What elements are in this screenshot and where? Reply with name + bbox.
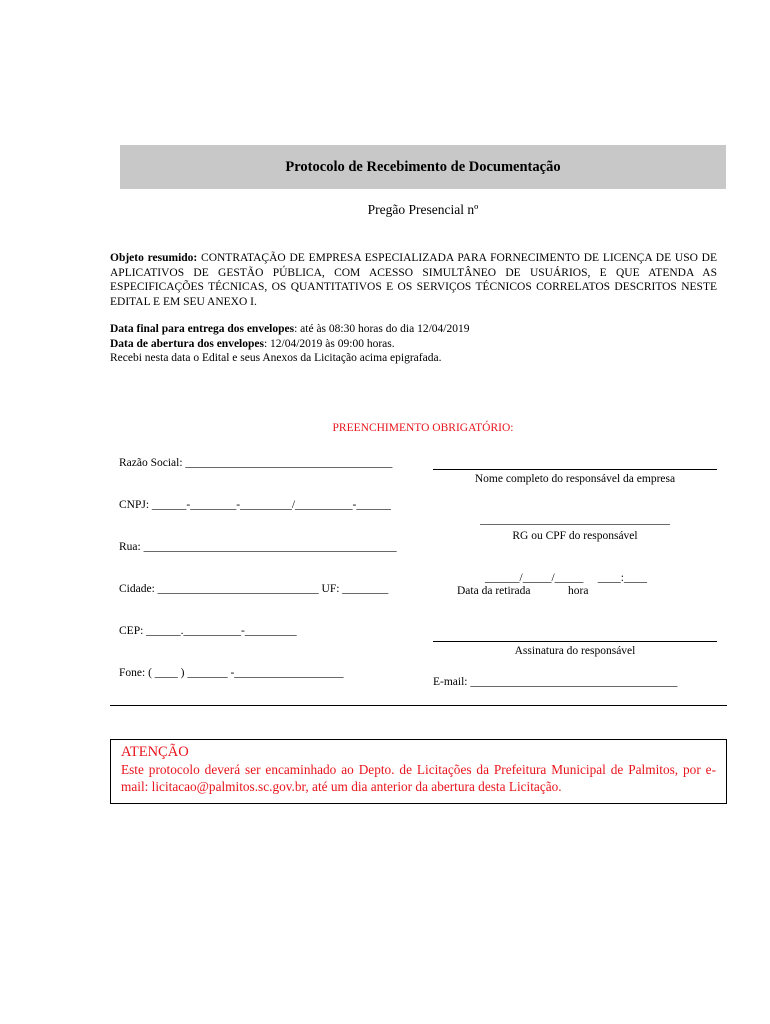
- razao-social-field[interactable]: Razão Social: ____________________________________: [119, 457, 393, 469]
- opening-value: : 12/04/2019 às 09:00 horas.: [263, 337, 395, 350]
- attention-text: Este protocolo deverá ser encaminhado ao Depto. de Licitações da Prefeitura Municipal de Palmitos, por e-mail: licitacao@palmitos.sc.gov.br, até um dia anterior da abertura desta Licitação.: [121, 762, 716, 794]
- object-text: CONTRATAÇÃO DE EMPRESA ESPECIALIZADA PARA FORNECIMENTO DE LICENÇA DE USO DE APLICATIVOS DE GESTÃO PÚBLICA, COM ACESSO SIMULTÂNEO DE USUÁRIOS, E QUE ATENDA AS ESPECIFICAÇÕES TÉCNICAS, OS QUANTITATIVOS E OS SERVIÇOS TÉCNICOS CORRELATOS DESCRITOS NESTE EDITAL E EM SEU ANEXO I.: [110, 252, 717, 308]
- document-title: Protocolo de Recebimento de Documentação: [285, 158, 561, 175]
- section-divider: [110, 705, 727, 706]
- object-label: Objeto resumido:: [110, 252, 198, 264]
- delivery-label: Data final para entrega dos envelopes: [110, 323, 295, 335]
- object-summary: [110, 251, 717, 309]
- attention-heading: ATENÇÃO: [121, 744, 189, 760]
- dates-block: [110, 322, 717, 366]
- email-field[interactable]: E-mail: ____________________________________: [433, 676, 678, 688]
- rg-cpf-label: RG ou CPF do responsável: [512, 530, 638, 542]
- signature-line[interactable]: [433, 641, 717, 642]
- name-signature-line[interactable]: [433, 469, 717, 470]
- title-banner: [120, 145, 726, 189]
- receipt-line: Recebi nesta data o Edital e seus Anexos da Licitação acima epigrafada.: [110, 352, 442, 364]
- withdrawal-date-label: Data da retirada: [457, 585, 531, 597]
- mandatory-heading: PREENCHIMENTO OBRIGATÓRIO:: [332, 422, 514, 434]
- opening-line: [110, 337, 717, 352]
- cidade-uf-field[interactable]: Cidade: ____________________________ UF: ________: [119, 583, 389, 595]
- delivery-line: [110, 322, 717, 337]
- opening-label: Data de abertura dos envelopes: [110, 337, 264, 350]
- rua-field[interactable]: Rua: ____________________________________________: [119, 541, 397, 553]
- full-name-label: Nome completo do responsável da empresa: [474, 473, 676, 485]
- hour-label: hora: [568, 585, 589, 597]
- signature-label: Assinatura do responsável: [514, 645, 636, 657]
- withdrawal-date-line[interactable]: ______/_____/_____ ____:____: [485, 572, 647, 584]
- fone-field[interactable]: Fone: ( ____ ) _______ -___________________: [119, 667, 344, 679]
- rg-cpf-line[interactable]: _________________________________: [480, 514, 670, 526]
- document-subtitle: Pregão Presencial nº: [367, 202, 479, 217]
- delivery-value: : até às 08:30 horas do dia 12/04/2019: [294, 323, 470, 335]
- cep-field[interactable]: CEP: ______.__________-_________: [119, 625, 297, 637]
- cnpj-field[interactable]: CNPJ: ______-________-_________/__________-______: [119, 499, 391, 511]
- attention-box: [110, 739, 727, 804]
